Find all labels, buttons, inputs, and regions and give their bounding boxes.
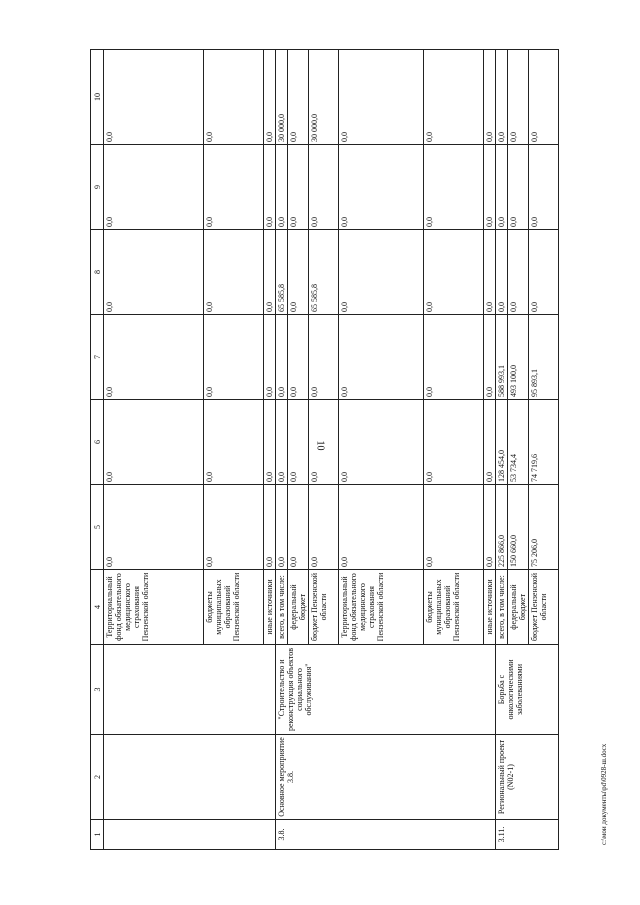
value-cell: 0,0: [508, 230, 529, 315]
row-number: 3.8.: [276, 820, 496, 850]
value-cell: 0,0: [288, 145, 309, 230]
value-cell: 0,0: [339, 145, 424, 230]
value-cell: 0,0: [288, 485, 309, 570]
rotated-page: [90, 50, 548, 850]
value-cell: 0,0: [339, 50, 424, 145]
value-cell: 0,0: [204, 230, 264, 315]
empty-cell: [104, 820, 276, 850]
empty-cell: [104, 735, 276, 820]
source-label: иные источники: [264, 570, 276, 645]
source-label: бюджеты муниципальных образований Пензенской области: [204, 570, 264, 645]
value-cell: 0,0: [204, 485, 264, 570]
header-cell: 8: [91, 230, 104, 315]
value-cell: 0,0: [508, 50, 529, 145]
source-label: бюджеты муниципальных образований Пензенской области: [424, 570, 484, 645]
value-cell: 0,0: [204, 315, 264, 400]
header-cell: 1: [91, 820, 104, 850]
value-cell: 0,0: [264, 145, 276, 230]
value-cell: 0,0: [529, 50, 559, 145]
value-cell: 0,0: [104, 50, 204, 145]
source-label: бюджет Пензенской области: [529, 570, 559, 645]
value-cell: 30 000,0: [309, 50, 339, 145]
value-cell: 0,0: [496, 50, 508, 145]
budget-table: [90, 49, 559, 850]
value-cell: 225 866,0: [496, 485, 508, 570]
value-cell: 0,0: [204, 400, 264, 485]
value-cell: 0,0: [484, 485, 496, 570]
value-cell: 0,0: [484, 230, 496, 315]
value-cell: 0,0: [276, 145, 288, 230]
header-cell: 7: [91, 315, 104, 400]
source-label: федеральный бюджет: [288, 570, 309, 645]
measure-name: Основное мероприятие 3.8.: [276, 735, 496, 820]
value-cell: 0,0: [339, 485, 424, 570]
source-label: всего, в том числе:: [496, 570, 508, 645]
value-cell: 0,0: [496, 145, 508, 230]
source-label: Территориальный фонд обязательного медицинского страхования Пензенской области: [339, 570, 424, 645]
value-cell: 0,0: [529, 230, 559, 315]
value-cell: 0,0: [508, 145, 529, 230]
value-cell: 0,0: [104, 230, 204, 315]
value-cell: 0,0: [288, 315, 309, 400]
header-row: [91, 50, 104, 850]
source-label: бюджет Пензенской области: [309, 570, 339, 645]
measure-description: "Строительство и реконструкция объектов социального обслуживания": [276, 645, 496, 735]
value-cell: 0,0: [339, 230, 424, 315]
value-cell: 74 719,6: [529, 400, 559, 485]
value-cell: 0,0: [264, 315, 276, 400]
value-cell: 0,0: [309, 400, 339, 485]
row-number: 3.11.: [496, 820, 559, 850]
value-cell: 0,0: [264, 50, 276, 145]
value-cell: 0,0: [529, 145, 559, 230]
value-cell: 0,0: [276, 315, 288, 400]
value-cell: 0,0: [104, 485, 204, 570]
value-cell: 0,0: [484, 315, 496, 400]
header-cell: 6: [91, 400, 104, 485]
value-cell: 95 893,1: [529, 315, 559, 400]
value-cell: 0,0: [264, 230, 276, 315]
value-cell: 0,0: [288, 230, 309, 315]
value-cell: 0,0: [204, 50, 264, 145]
file-path-footer: c:\мои документы\pd\0928-ш.docx: [600, 743, 608, 845]
value-cell: 0,0: [309, 145, 339, 230]
value-cell: 0,0: [104, 145, 204, 230]
value-cell: 0,0: [288, 400, 309, 485]
value-cell: 65 585,8: [276, 230, 288, 315]
value-cell: 0,0: [309, 485, 339, 570]
value-cell: 0,0: [104, 315, 204, 400]
value-cell: 150 660,0: [508, 485, 529, 570]
value-cell: 0,0: [264, 485, 276, 570]
value-cell: 0,0: [424, 485, 484, 570]
value-cell: 0,0: [424, 50, 484, 145]
value-cell: 493 100,0: [508, 315, 529, 400]
value-cell: 65 585,8: [309, 230, 339, 315]
value-cell: 0,0: [276, 485, 288, 570]
value-cell: 0,0: [424, 230, 484, 315]
header-cell: 5: [91, 485, 104, 570]
value-cell: 0,0: [339, 315, 424, 400]
measure-name: Региональный проект (N02-1): [496, 735, 559, 820]
value-cell: 0,0: [424, 400, 484, 485]
table-row: [496, 50, 508, 850]
value-cell: 75 206,0: [529, 485, 559, 570]
value-cell: 0,0: [484, 400, 496, 485]
source-label: иные источники: [484, 570, 496, 645]
value-cell: 0,0: [484, 145, 496, 230]
value-cell: 588 993,1: [496, 315, 508, 400]
value-cell: 0,0: [204, 145, 264, 230]
value-cell: 0,0: [484, 50, 496, 145]
source-label: федеральный бюджет: [508, 570, 529, 645]
header-cell: 2: [91, 735, 104, 820]
measure-description: Борьба с онкологическими заболеваниями: [496, 645, 559, 735]
value-cell: 0,0: [424, 145, 484, 230]
source-label: Территориальный фонд обязательного медицинского страхования Пензенской области: [104, 570, 204, 645]
value-cell: 128 454,0: [496, 400, 508, 485]
value-cell: 0,0: [276, 400, 288, 485]
value-cell: 0,0: [288, 50, 309, 145]
table-row: [104, 50, 204, 850]
value-cell: 0,0: [424, 315, 484, 400]
header-cell: 10: [91, 50, 104, 145]
value-cell: 0,0: [309, 315, 339, 400]
value-cell: 0,0: [104, 400, 204, 485]
header-cell: 3: [91, 645, 104, 735]
header-cell: 4: [91, 570, 104, 645]
value-cell: 0,0: [339, 400, 424, 485]
value-cell: 0,0: [264, 400, 276, 485]
value-cell: 30 000,0: [276, 50, 288, 145]
page-number: 10: [314, 440, 326, 451]
header-cell: 9: [91, 145, 104, 230]
value-cell: 0,0: [496, 230, 508, 315]
empty-cell: [104, 645, 276, 735]
table-row: [276, 50, 288, 850]
value-cell: 53 734,4: [508, 400, 529, 485]
source-label: всего, в том числе:: [276, 570, 288, 645]
